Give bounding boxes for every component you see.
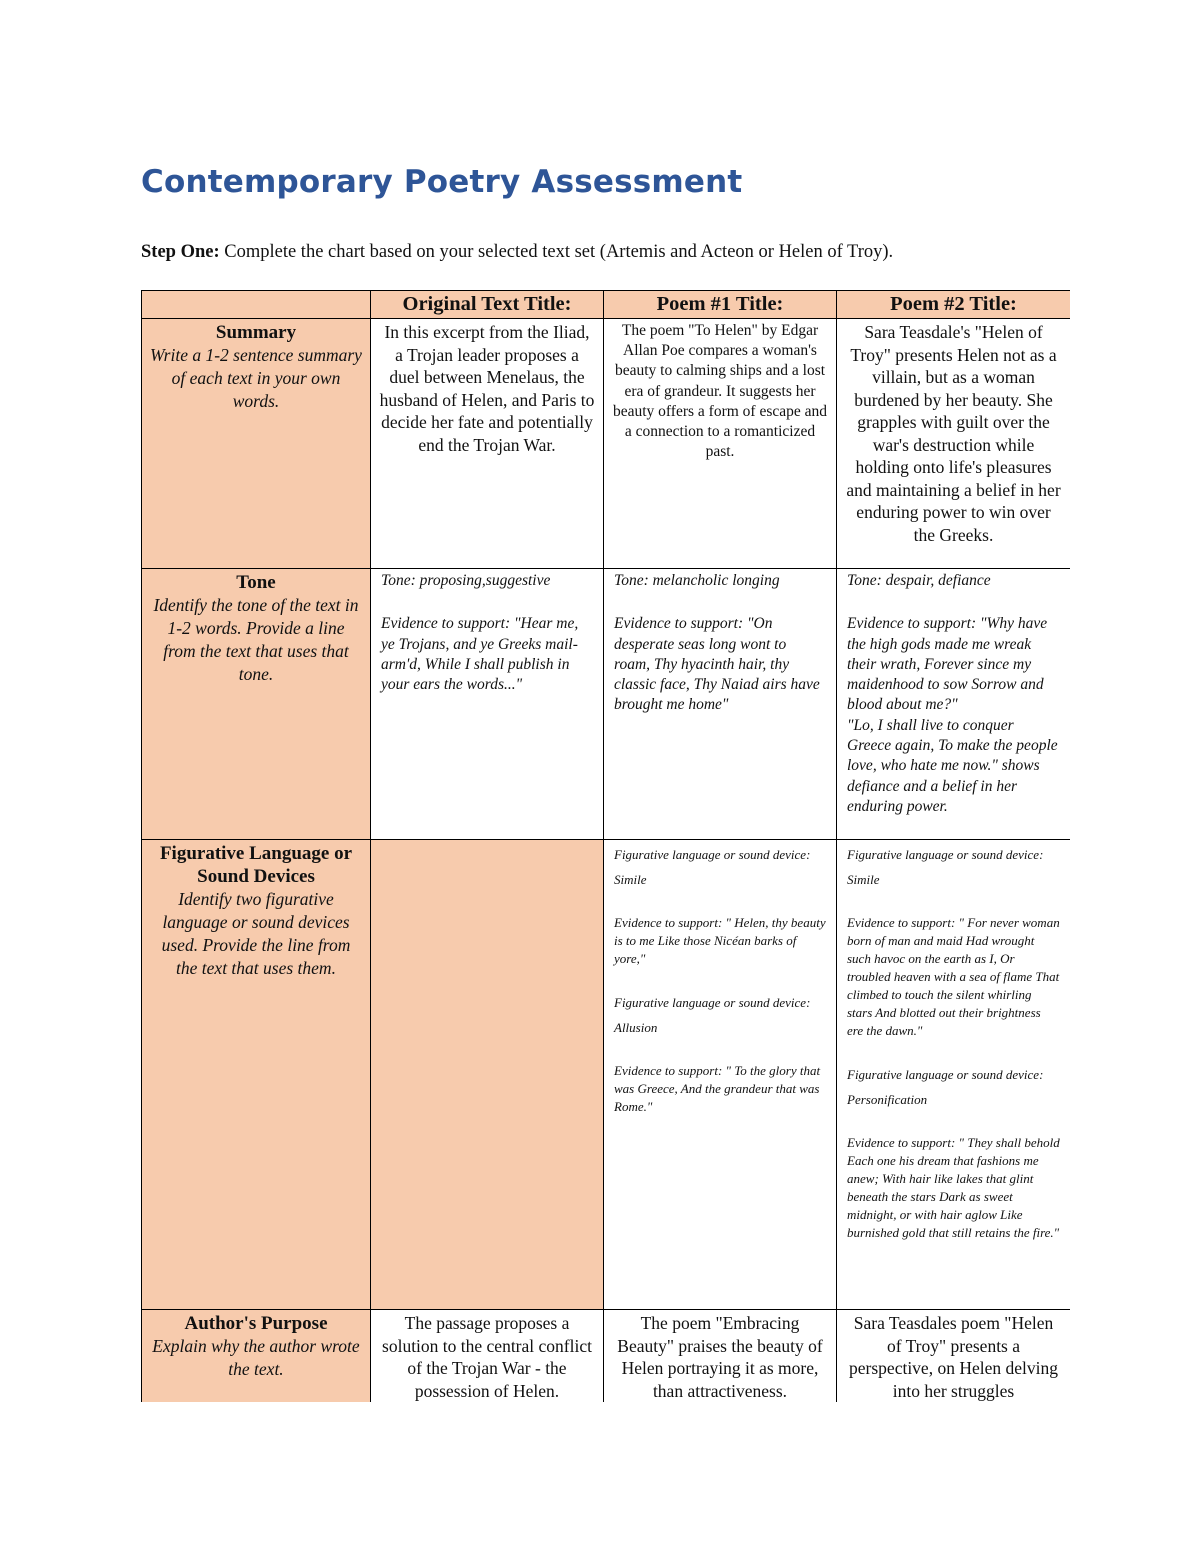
figurative-device: Figurative language or sound device: Simile — [847, 847, 1044, 887]
figurative-evidence: Evidence to support: " Helen, thy beauty is to me Like those Nicéan barks of yore," — [614, 915, 826, 966]
figurative-evidence: Evidence to support: " To the glory that was Greece, And the grandeur that was Rome." — [614, 1063, 821, 1114]
tone-instruction: Identify the tone of the text in 1-2 words. Provide a line from the text that uses that tone. — [153, 595, 359, 684]
header-poem1-title: Poem #1 Title: — [604, 291, 837, 319]
purpose-poem1: The poem "Embracing Beauty" praises the beauty of Helen portraying it as more, than attractiveness. — [604, 1310, 837, 1402]
row-label-tone — [142, 569, 371, 840]
row-label-purpose — [142, 1310, 371, 1402]
purpose-original: The passage proposes a solution to the central conflict of the Trojan War - the possession of Helen. — [371, 1310, 604, 1402]
figurative-device: Figurative language or sound device: Simile — [614, 847, 811, 887]
figurative-device: Figurative language or sound device: Personification — [847, 1067, 1044, 1107]
tone-original — [371, 569, 604, 840]
figurative-poem2 — [837, 840, 1070, 1310]
tone-poem2 — [837, 569, 1070, 840]
step-text: Complete the chart based on your selected text set (Artemis and Acteon or Helen of Troy). — [224, 242, 894, 262]
tone-poem1 — [604, 569, 837, 840]
tone-label: Tone — [236, 572, 276, 593]
figurative-original — [371, 840, 604, 1310]
figurative-instruction: Identify two figurative language or sound devices used. Provide the line from the text that uses them. — [161, 889, 351, 978]
summary-original: In this excerpt from the Iliad, a Trojan leader proposes a duel between Menelaus, the husband of Helen, and Paris to decide her fate and potentially end the Trojan War. — [371, 319, 604, 569]
step-label: Step One: — [141, 242, 220, 262]
figurative-evidence: Evidence to support: " They shall behold Each one his dream that fashions me anew; With hair like lakes that glint beneath the stars Dark as sweet midnight, or with hair aglow Like burnished gold that still retains the fire." — [847, 1135, 1060, 1240]
header-poem2-title: Poem #2 Title: — [837, 291, 1070, 319]
figurative-device: Figurative language or sound device: Allusion — [614, 995, 811, 1035]
row-label-figurative — [142, 840, 371, 1310]
tone-evidence: Evidence to support: "Why have the high gods made me wreak their wrath, Forever since my maidenhood to sow Sorrow and blood about me?" — [847, 615, 1048, 714]
tone-value: Tone: despair, defiance — [847, 572, 991, 589]
tone-value: Tone: proposing,suggestive — [381, 572, 551, 589]
summary-poem1: The poem "To Helen" by Edgar Allan Poe compares a woman's beauty to calming ships and a lost era of grandeur. It suggests her beauty offers a form of escape and a connection to a romanticized past. — [604, 319, 837, 569]
purpose-label: Author's Purpose — [184, 1313, 328, 1334]
tone-value: Tone: melancholic longing — [614, 572, 780, 589]
page-title: Contemporary Poetry Assessment — [141, 164, 743, 200]
summary-poem2: Sara Teasdale's "Helen of Troy" presents Helen not as a villain, but as a woman burdened by her beauty. She grapples with guilt over the war's destruction while holding onto life's pleasures and maintaining a belief in her enduring power to win over the Greeks. — [837, 319, 1070, 569]
row-label-summary — [142, 319, 371, 569]
purpose-instruction: Explain why the author wrote the text. — [152, 1336, 360, 1379]
figurative-label: Figurative Language or Sound Devices — [159, 843, 353, 887]
figurative-poem1 — [604, 840, 837, 1310]
figurative-evidence: Evidence to support: " For never woman born of man and maid Had wrought such havoc on the earth as I, Or troubled heaven with a sea of flame That climbed to touch the silent whirling stars And blotted out their brightness ere the dawn." — [847, 915, 1060, 1038]
tone-evidence-2: "Lo, I shall live to conquer Greece again, To make the people love, who hate me now." shows defiance and a belief in her enduring power. — [847, 716, 1058, 815]
step-instructions — [141, 242, 893, 263]
header-corner — [142, 291, 371, 319]
tone-evidence: Evidence to support: "Hear me, ye Trojans, and ye Greeks mail-arm'd, While I shall publish in your ears the words..." — [381, 615, 579, 694]
header-original-title: Original Text Title: — [371, 291, 604, 319]
assessment-chart — [141, 290, 1070, 1402]
summary-instruction: Write a 1-2 sentence summary of each text in your own words. — [150, 345, 362, 411]
purpose-poem2: Sara Teasdales poem "Helen of Troy" presents a perspective, on Helen delving into her struggles — [837, 1310, 1070, 1402]
summary-label: Summary — [215, 322, 297, 343]
tone-evidence: Evidence to support: "On desperate seas long wont to roam, Thy hyacinth hair, thy classic face, Thy Naiad airs have brought me home" — [614, 615, 820, 714]
